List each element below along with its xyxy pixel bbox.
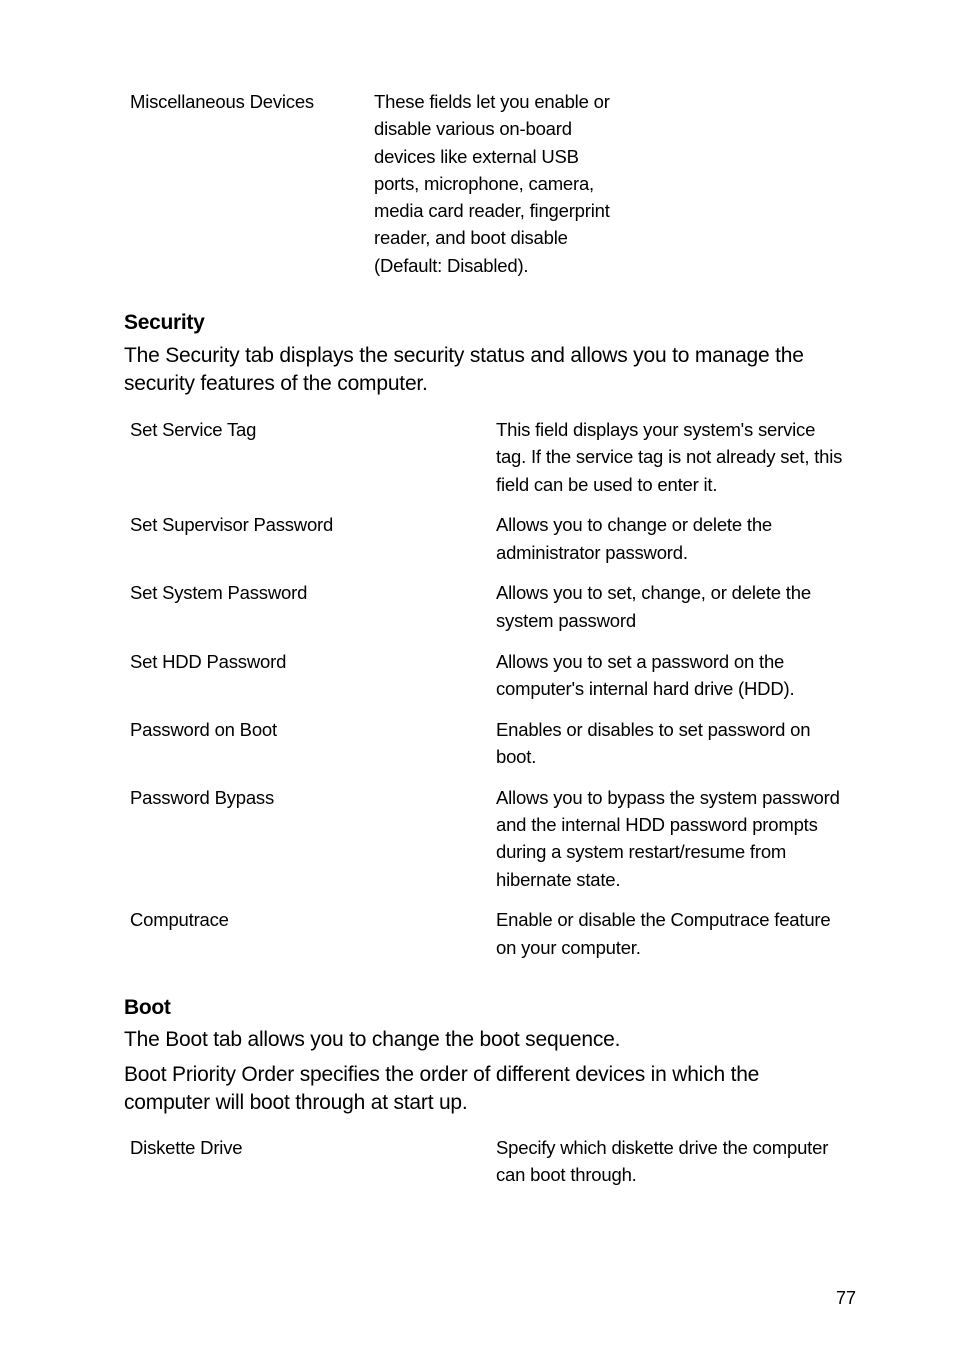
table-row <box>130 579 850 634</box>
row-label: Computrace <box>130 909 229 931</box>
row-description: Allows you to change or delete the administrator password. <box>496 514 773 563</box>
row-description: Allows you to set, change, or delete the system password <box>496 582 811 631</box>
misc-devices-description: These fields let you enable or disable various on-board devices like external USB ports, microphone, camera, media card reader, fingerprint reader, and boot disable (Default: Disabled). <box>374 91 610 276</box>
row-description: Specify which diskette drive the computer can boot through. <box>496 1137 829 1186</box>
boot-table <box>130 1134 850 1202</box>
row-label: Password on Boot <box>130 718 277 740</box>
table-row <box>130 716 850 771</box>
row-label: Set System Password <box>130 582 308 604</box>
security-heading: Security <box>124 311 205 334</box>
row-description: Allows you to set a password on the computer's internal hard drive (HDD). <box>496 650 795 699</box>
boot-priority-text: Boot Priority Order specifies the order of different devices in which the computer will boot through at start up. <box>124 1063 760 1114</box>
table-row <box>130 511 850 566</box>
row-description: Enable or disable the Computrace feature on your computer. <box>496 909 831 958</box>
boot-intro: The Boot tab allows you to change the boot sequence. <box>124 1028 621 1051</box>
table-row <box>130 784 850 893</box>
row-label: Set Supervisor Password <box>130 514 334 536</box>
row-description: Enables or disables to set password on boot. <box>496 718 811 767</box>
table-row <box>130 906 850 961</box>
row-description: Allows you to bypass the system password and the internal HDD password prompts during a system restart/resume from hibernate state. <box>496 786 840 890</box>
row-label: Password Bypass <box>130 786 275 808</box>
table-row <box>130 1134 850 1189</box>
row-label: Set HDD Password <box>130 650 287 672</box>
security-intro: The Security tab displays the security status and allows you to manage the security features of the computer. <box>124 344 804 395</box>
boot-heading: Boot <box>124 996 171 1019</box>
security-table <box>130 416 850 975</box>
table-row <box>130 648 850 703</box>
misc-devices-label: Miscellaneous Devices <box>130 91 314 112</box>
page-number: 77 <box>835 1288 856 1308</box>
row-label: Diskette Drive <box>130 1137 243 1158</box>
row-label: Set Service Tag <box>130 419 257 440</box>
row-description: This field displays your system's service tag. If the service tag is not already set, this field can be used to enter it. <box>496 419 843 495</box>
table-row <box>130 416 850 498</box>
